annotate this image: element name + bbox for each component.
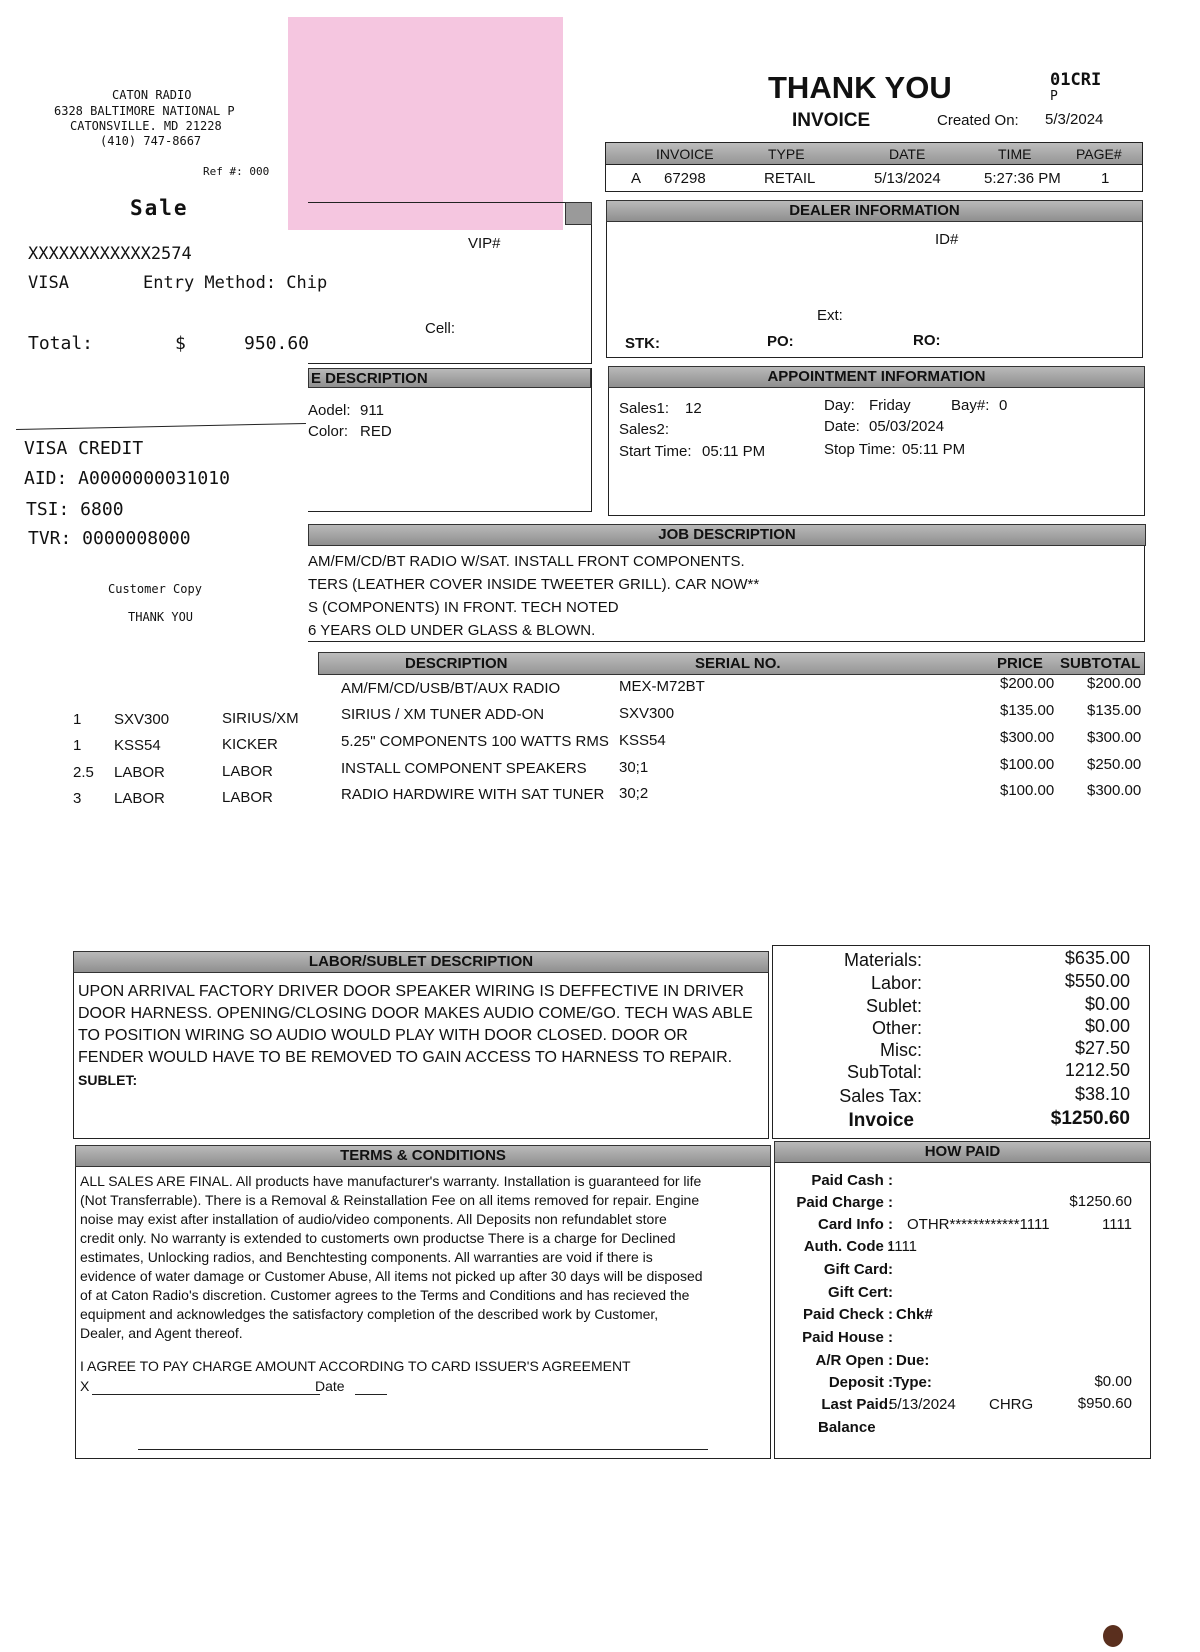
receipt-entry-method: Entry Method: Chip xyxy=(143,273,328,293)
date-col-header: DATE xyxy=(889,146,926,162)
terms-line: evidence of water damage or Customer Abuse, All items not picked up after 30 days will be disposed xyxy=(80,1268,703,1284)
item-price: $100.00 xyxy=(1000,756,1055,773)
total-value: $0.00 xyxy=(1084,994,1130,1014)
terms-line: of at Caton Radio's discretion. Customer agrees to the Terms and Conditions and has recieved the xyxy=(80,1287,690,1303)
total-label: Sublet: xyxy=(865,996,922,1016)
invoice-code-sub: P xyxy=(1050,89,1058,104)
item-description: INSTALL COMPONENT SPEAKERS xyxy=(341,760,587,777)
total-value: $550.00 xyxy=(1064,971,1130,991)
item-brand: LABOR xyxy=(222,763,273,780)
vip-label: VIP# xyxy=(468,235,501,252)
total-value: 1212.50 xyxy=(1064,1060,1130,1080)
model-value: 911 xyxy=(360,402,384,419)
signature-line[interactable] xyxy=(92,1394,320,1395)
job-description-box xyxy=(308,524,1145,642)
item-brand: SIRIUS/XM xyxy=(222,710,299,727)
dealer-info-box xyxy=(606,200,1143,358)
item-part: LABOR xyxy=(114,764,165,781)
deposit-type-label: Type: xyxy=(893,1374,932,1391)
sublet-label: SUBLET: xyxy=(78,1072,138,1088)
created-label: Created On: xyxy=(937,112,1019,129)
terms-box xyxy=(75,1145,771,1459)
paid-cash-label: Paid Cash : xyxy=(811,1172,893,1189)
thank-you-heading: THANK YOU xyxy=(768,70,952,105)
item-subtotal: $135.00 xyxy=(1087,702,1142,719)
receipt-ref: Ref #: 000 xyxy=(203,165,270,178)
stain-mark xyxy=(1103,1625,1123,1647)
start-time-label: Start Time: xyxy=(619,443,692,460)
bay-label: Bay#: xyxy=(951,397,990,414)
total-label: Invoice xyxy=(848,1110,914,1131)
deposit-value: $0.00 xyxy=(1094,1373,1132,1390)
job-description-title: JOB DESCRIPTION xyxy=(308,524,1146,546)
redaction-sticky-note xyxy=(288,17,563,230)
card-info-label: Card Info : xyxy=(818,1216,893,1233)
invoice-title: INVOICE xyxy=(792,110,871,131)
item-part: SXV300 xyxy=(114,711,170,728)
item-qty: 1 xyxy=(73,711,82,728)
signature-x: X xyxy=(80,1378,90,1394)
invoice-col-header: INVOICE xyxy=(656,146,714,162)
total-value: $0.00 xyxy=(1084,1016,1130,1036)
total-label: SubTotal: xyxy=(846,1062,922,1082)
date-line[interactable] xyxy=(355,1394,387,1395)
item-description: 5.25" COMPONENTS 100 WATTS RMS xyxy=(341,733,609,750)
receipt-address2: CATONSVILLE. MD 21228 xyxy=(70,119,222,133)
job-line: AM/FM/CD/BT RADIO W/SAT. INSTALL FRONT COMPONENTS. xyxy=(308,553,745,570)
item-description: AM/FM/CD/USB/BT/AUX RADIO xyxy=(341,680,561,697)
paid-charge-label: Paid Charge : xyxy=(796,1194,893,1211)
item-description: SIRIUS / XM TUNER ADD-ON xyxy=(341,706,545,723)
item-price: $300.00 xyxy=(1000,729,1055,746)
total-label: Labor: xyxy=(870,973,922,993)
model-label: Aodel: xyxy=(308,402,351,419)
customer-box xyxy=(308,202,592,364)
due-label: Due: xyxy=(896,1352,930,1369)
agree-text: I AGREE TO PAY CHARGE AMOUNT ACCORDING TO CARD ISSUER'S AGREEMENT xyxy=(80,1358,631,1374)
terms-line: Dealer, and Agent thereof. xyxy=(80,1325,243,1341)
terms-line: equipment and acknowledges the satisfactory completion of the described work by Customer, xyxy=(80,1306,659,1322)
item-price: $200.00 xyxy=(1000,675,1055,692)
total-label: Materials: xyxy=(843,950,922,970)
invoice-total-value: $1250.60 xyxy=(1050,1108,1130,1129)
receipt-address1: 6328 BALTIMORE NATIONAL P xyxy=(54,104,235,118)
item-serial: KSS54 xyxy=(619,732,666,749)
last-paid-date: 5/13/2024 xyxy=(889,1396,956,1413)
gift-cert-label: Gift Cert: xyxy=(828,1284,893,1301)
receipt-total-value: 950.60 xyxy=(244,333,310,354)
price-col-header: PRICE xyxy=(997,655,1043,672)
appt-date-label: Date: xyxy=(824,418,860,435)
page-col-header: PAGE# xyxy=(1076,146,1122,162)
date-label: Date xyxy=(315,1378,345,1394)
terms-line: ALL SALES ARE FINAL. All products have manufacturer's warranty. Installation is guaranteed for life xyxy=(80,1173,702,1189)
item-brand: LABOR xyxy=(222,789,273,806)
item-serial: SXV300 xyxy=(619,705,675,722)
job-line: TERS (LEATHER COVER INSIDE TWEETER GRILL). CAR NOW** xyxy=(308,576,760,593)
receipt-total-currency: $ xyxy=(175,333,186,354)
day-value: Friday xyxy=(869,397,911,414)
receipt-total-label: Total: xyxy=(28,333,94,354)
labor-sublet-title: LABOR/SUBLET DESCRIPTION xyxy=(73,951,769,973)
item-serial: 30;1 xyxy=(619,759,649,776)
labor-line: TO POSITION WIRING SO AUDIO WOULD PLAY WITH DOOR CLOSED. DOOR OR xyxy=(78,1027,688,1044)
deposit-label: Deposit : xyxy=(828,1374,893,1391)
check-number-label: Chk# xyxy=(896,1306,933,1323)
appt-date-value: 05/03/2024 xyxy=(869,418,945,435)
color-value: RED xyxy=(360,423,392,440)
item-price: $135.00 xyxy=(1000,702,1055,719)
terms-line: credit only. No warranty is extended to customerts own productse There is a charge for Declined xyxy=(80,1230,676,1246)
item-part: KSS54 xyxy=(114,737,161,754)
receipt-copy: Customer Copy xyxy=(108,582,202,596)
total-value: $635.00 xyxy=(1064,948,1130,968)
start-time-value: 05:11 PM xyxy=(702,443,766,460)
terms-line: (Not Transferrable). There is a Removal & Reinstallation Fee on all items removed for repair. Engine xyxy=(80,1192,700,1208)
dealer-info-title: DEALER INFORMATION xyxy=(606,200,1143,222)
last-paid-label: Last Paid: xyxy=(821,1396,893,1413)
item-serial: 30;2 xyxy=(619,785,649,802)
labor-sublet-box xyxy=(73,951,769,1139)
sales2-label: Sales2: xyxy=(619,421,670,438)
customer-header-bar xyxy=(565,202,592,225)
item-qty: 3 xyxy=(73,790,82,807)
appointment-box xyxy=(608,366,1145,516)
terms-line: estimates, Unlocking radios, and Benchtesting components. All warranties are void if there is xyxy=(80,1249,653,1265)
description-col-header: DESCRIPTION xyxy=(405,655,508,672)
color-label: Color: xyxy=(308,423,349,440)
dealer-ext-label: Ext: xyxy=(817,307,843,324)
serial-col-header: SERIAL NO. xyxy=(695,655,781,672)
gift-card-label: Gift Card: xyxy=(823,1261,893,1278)
total-value: $38.10 xyxy=(1074,1084,1130,1104)
item-price: $100.00 xyxy=(1000,782,1055,799)
invoice-code: 01CRI xyxy=(1050,70,1102,90)
dealer-ro-label: RO: xyxy=(913,332,941,349)
receipt-tsi: TSI: 6800 xyxy=(26,499,124,520)
bay-value: 0 xyxy=(999,397,1008,414)
receipt-title: Sale xyxy=(130,196,189,220)
card-info-code: 1111 xyxy=(1101,1216,1132,1233)
paid-house-label: Paid House : xyxy=(802,1329,893,1346)
invoice-table xyxy=(605,142,1143,192)
total-label: Misc: xyxy=(880,1040,922,1060)
ar-open-label: A/R Open : xyxy=(815,1352,893,1369)
type-col-header: TYPE xyxy=(768,146,805,162)
last-paid-type: CHRG xyxy=(989,1396,1034,1413)
receipt-card-type: VISA xyxy=(28,273,69,293)
total-label: Other: xyxy=(871,1018,922,1038)
item-subtotal: $250.00 xyxy=(1087,756,1142,773)
subtotal-col-header: SUBTOTAL xyxy=(1060,655,1141,672)
time-col-header: TIME xyxy=(998,146,1032,162)
item-subtotal: $300.00 xyxy=(1087,782,1142,799)
card-info-value: OTHR************1111 xyxy=(907,1216,1050,1233)
item-subtotal: $200.00 xyxy=(1087,675,1142,692)
paid-check-label: Paid Check : xyxy=(802,1306,893,1323)
sales1-label: Sales1: xyxy=(619,400,670,417)
invoice-prefix: A xyxy=(631,170,642,187)
total-label: Sales Tax: xyxy=(839,1086,922,1106)
bottom-rule xyxy=(138,1449,708,1450)
labor-line: DOOR HARNESS. OPENING/CLOSING DOOR MAKES AUDIO COME/GO. TECH WAS ABLE xyxy=(78,1005,753,1022)
dealer-id-label: ID# xyxy=(935,231,959,248)
labor-line: FENDER WOULD HAVE TO BE REMOVED TO GAIN ACCESS TO HARNESS TO REPAIR. xyxy=(78,1049,733,1066)
item-qty: 1 xyxy=(73,737,82,754)
how-paid-title: HOW PAID xyxy=(774,1141,1151,1163)
terms-text xyxy=(80,1172,703,1343)
dealer-po-label: PO: xyxy=(767,333,794,350)
vehicle-box xyxy=(308,368,592,512)
invoice-number: 67298 xyxy=(664,170,706,187)
paid-charge-value: $1250.60 xyxy=(1069,1193,1132,1210)
receipt-app-label: VISA CREDIT xyxy=(24,438,144,459)
item-brand: KICKER xyxy=(222,736,278,753)
dealer-stk-label: STK: xyxy=(625,335,660,352)
item-part: LABOR xyxy=(114,790,165,807)
sales1-value: 12 xyxy=(685,400,702,417)
appointment-title: APPOINTMENT INFORMATION xyxy=(608,366,1145,388)
item-subtotal: $300.00 xyxy=(1087,729,1142,746)
receipt-card-number: XXXXXXXXXXXX2574 xyxy=(28,244,192,264)
created-date: 5/3/2024 xyxy=(1045,111,1104,128)
day-label: Day: xyxy=(824,397,855,414)
stop-time-label: Stop Time: xyxy=(824,441,896,458)
receipt-tvr: TVR: 0000008000 xyxy=(28,528,191,549)
items-header xyxy=(318,652,1145,675)
receipt-store-name: CATON RADIO xyxy=(112,88,192,102)
job-line: S (COMPONENTS) IN FRONT. TECH NOTED xyxy=(308,599,619,616)
cell-label: Cell: xyxy=(425,320,456,337)
total-value: $27.50 xyxy=(1074,1038,1130,1058)
job-line: 6 YEARS OLD UNDER GLASS & BLOWN. xyxy=(308,622,596,639)
invoice-date: 5/13/2024 xyxy=(874,170,941,187)
item-serial: MEX-M72BT xyxy=(619,678,705,695)
auth-code-label: Auth. Code : xyxy=(803,1238,893,1255)
receipt-separator xyxy=(16,423,306,430)
invoice-type: RETAIL xyxy=(764,170,816,187)
invoice-time: 5:27:36 PM xyxy=(984,170,1061,187)
receipt-thanks: THANK YOU xyxy=(128,610,194,624)
item-description: RADIO HARDWIRE WITH SAT TUNER xyxy=(341,786,605,803)
item-qty: 2.5 xyxy=(73,764,94,781)
invoice-page: 1 xyxy=(1101,170,1110,187)
labor-line: UPON ARRIVAL FACTORY DRIVER DOOR SPEAKER WIRING IS DEFFECTIVE IN DRIVER xyxy=(78,983,744,1000)
stop-time-value: 05:11 PM xyxy=(902,441,966,458)
vehicle-title: E DESCRIPTION xyxy=(308,368,591,388)
receipt-phone: (410) 747-8667 xyxy=(100,134,202,148)
totals-box xyxy=(772,945,1150,1139)
auth-code-value: 1111 xyxy=(887,1238,918,1255)
terms-title: TERMS & CONDITIONS xyxy=(75,1145,771,1167)
labor-sublet-text xyxy=(78,981,753,1069)
last-paid-value: $950.60 xyxy=(1077,1395,1132,1412)
how-paid-box xyxy=(774,1141,1151,1459)
balance-label: Balance xyxy=(818,1419,876,1436)
terms-line: noise may exist after installation of audio/video components. All Deposits non refundablet store xyxy=(80,1211,667,1227)
receipt-aid: AID: A0000000031010 xyxy=(24,468,230,489)
